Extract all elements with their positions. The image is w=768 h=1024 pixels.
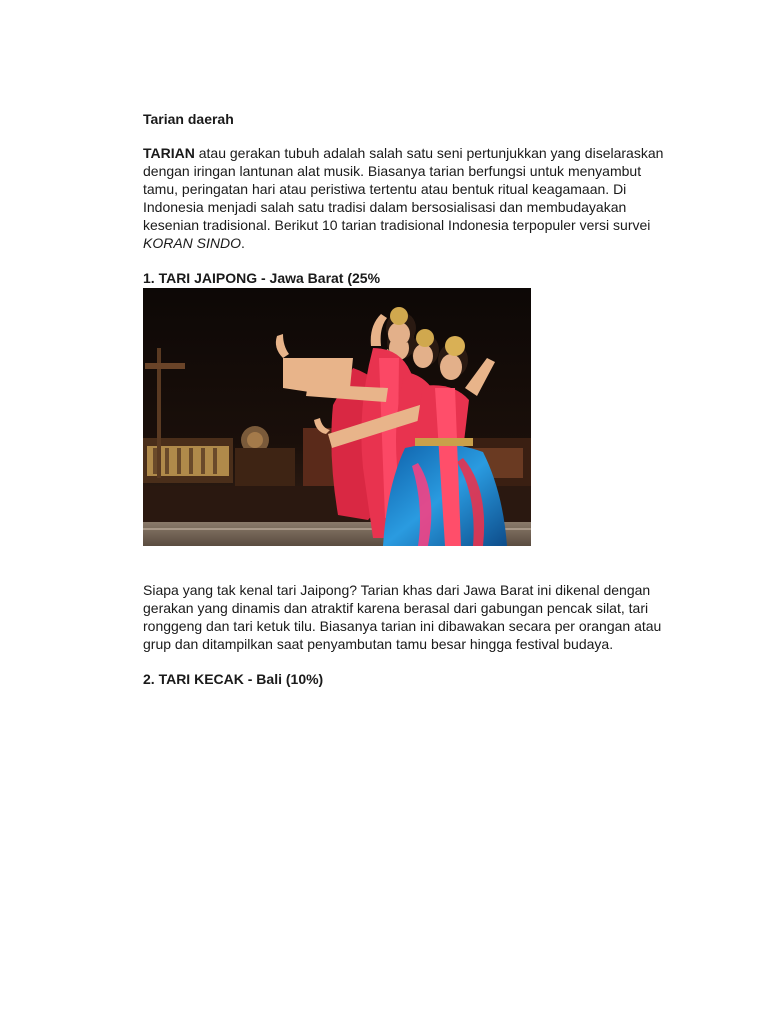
intro-paragraph [143,144,673,252]
intro-body-text: atau gerakan tubuh adalah salah satu seni pertunjukkan yang diselaraskan dengan iringan lantunan alat musik. Biasanya tarian berfungsi untuk menyambut tamu, peringatan hari atau peristiwa tertentu atau bentuk ritual keagamaan. Di Indonesia menjadi salah satu tradisi dalam bersosialisasi dan membudayakan kesenian tradisional. Berikut 10 tarian tradisional Indonesia terpopuler versi survei [143,145,664,233]
document-title: Tarian daerah [143,111,234,127]
jaipong-dancers-photo [143,288,531,546]
jaipong-description: Siapa yang tak kenal tari Jaipong? Tarian khas dari Jawa Barat ini dikenal dengan gerakan yang dinamis dan atraktif karena berasal dari gabungan pencak silat, tari ronggeng dan tari ketuk tilu. Biasanya tarian ini dibawakan secara per orangan atau grup dan ditampilkan saat penyambutan tamu besar hingga festival budaya. [143,582,662,652]
section-heading-kecak: 2. TARI KECAK - Bali (10%) [143,671,324,687]
intro-end: . [241,235,245,251]
intro-source: KORAN SINDO [143,235,242,251]
document-page [143,110,673,688]
intro-lead-word: TARIAN [143,145,195,161]
section-heading-jaipong: 1. TARI JAIPONG - Jawa Barat (25% [143,270,381,286]
